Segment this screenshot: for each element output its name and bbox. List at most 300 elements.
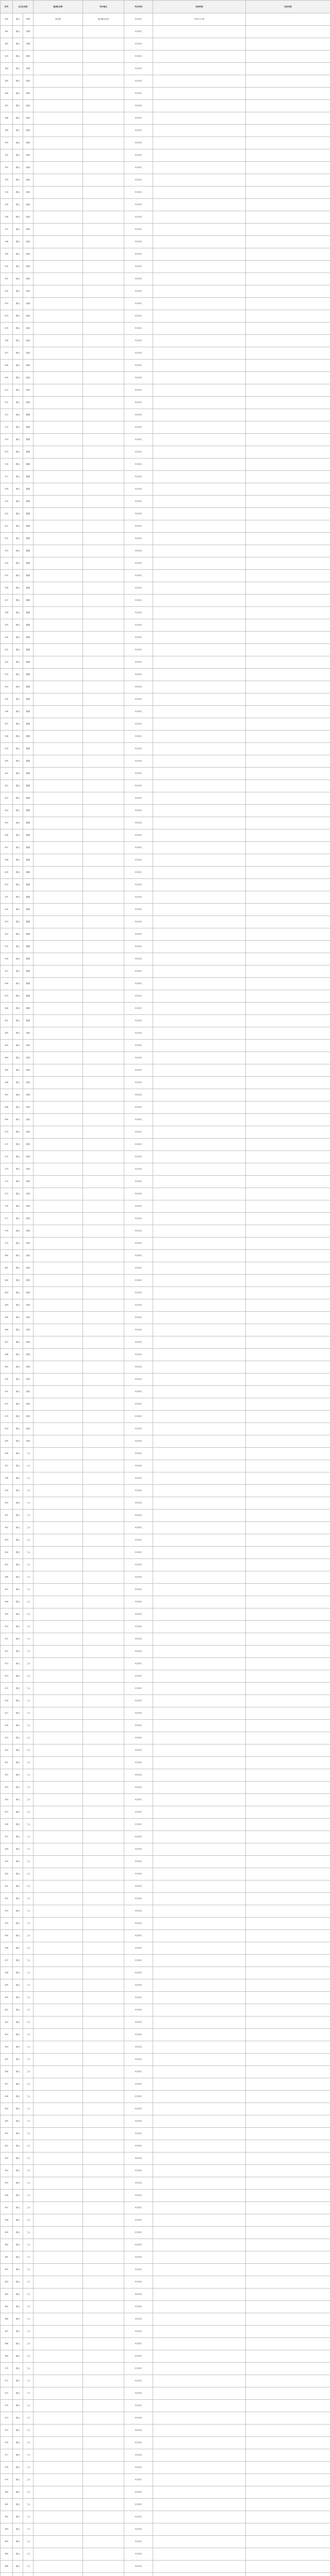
row-district: 顺德 <box>23 817 34 829</box>
row-date: 5月20日 <box>124 2251 153 2264</box>
row-activity <box>246 1411 330 1423</box>
row-district: 顺德 <box>23 928 34 941</box>
row-town <box>34 38 83 50</box>
row-time <box>153 681 246 693</box>
row-district: 三水 <box>23 1460 34 1472</box>
table-row <box>1 1905 330 1918</box>
row-activity <box>246 1608 330 1621</box>
row-district: 南海 <box>23 347 34 360</box>
row-venue <box>83 360 124 372</box>
row-date: 5月20日 <box>124 187 153 199</box>
row-city: 佛山 <box>13 1744 23 1757</box>
row-venue <box>83 891 124 904</box>
row-city: 佛山 <box>13 310 23 323</box>
row-date: 5月20日 <box>124 88 153 100</box>
row-district: 顺德 <box>23 953 34 965</box>
row-date: 5月20日 <box>124 2462 153 2474</box>
row-date: 5月20日 <box>124 2437 153 2449</box>
row-district: 高明 <box>23 1077 34 1089</box>
row-date: 5月20日 <box>124 1695 153 1707</box>
row-date: 5月20日 <box>124 681 153 693</box>
row-index: 246 <box>1 829 13 842</box>
row-town <box>34 570 83 582</box>
table-row <box>1 1250 330 1262</box>
row-venue <box>83 1176 124 1188</box>
row-time <box>153 755 246 768</box>
row-time <box>153 928 246 941</box>
row-district: 禅城 <box>23 63 34 75</box>
row-city: 佛山 <box>13 2449 23 2462</box>
row-venue <box>83 2425 124 2437</box>
row-town <box>34 471 83 483</box>
row-town <box>34 520 83 533</box>
row-city: 佛山 <box>13 2301 23 2313</box>
row-town <box>34 1064 83 1077</box>
row-index: 384 <box>1 2536 13 2548</box>
row-time <box>153 644 246 656</box>
row-venue <box>83 595 124 607</box>
row-index: 266 <box>1 1077 13 1089</box>
row-index: 263 <box>1 1040 13 1052</box>
row-activity <box>246 632 330 644</box>
row-venue <box>83 1534 124 1547</box>
row-index: 305 <box>1 1559 13 1571</box>
table-row <box>1 1930 330 1942</box>
row-time <box>153 990 246 1003</box>
table-row <box>1 1460 330 1472</box>
row-district: 顺德 <box>23 867 34 879</box>
row-index: 192 <box>1 162 13 174</box>
table-row <box>1 1534 330 1547</box>
row-index: 300 <box>1 1497 13 1510</box>
row-time <box>153 904 246 916</box>
row-district: 三水 <box>23 1658 34 1670</box>
row-activity <box>246 978 330 990</box>
row-district: 三水 <box>23 2511 34 2523</box>
table-row <box>1 1398 330 1411</box>
row-city: 佛山 <box>13 941 23 953</box>
row-index: 184 <box>1 63 13 75</box>
row-city: 佛山 <box>13 916 23 928</box>
row-city: 佛山 <box>13 434 23 446</box>
table-row <box>1 2573 330 2576</box>
row-city: 佛山 <box>13 1732 23 1744</box>
row-date: 5月20日 <box>124 1003 153 1015</box>
row-city: 佛山 <box>13 928 23 941</box>
row-date: 5月20日 <box>124 384 153 397</box>
row-district: 高明 <box>23 1336 34 1349</box>
row-venue <box>83 1942 124 1955</box>
row-town <box>34 1769 83 1782</box>
row-town <box>34 879 83 891</box>
row-venue <box>83 496 124 508</box>
row-district: 三水 <box>23 1806 34 1819</box>
row-city: 佛山 <box>13 644 23 656</box>
table-row <box>1 1621 330 1633</box>
row-city: 佛山 <box>13 1064 23 1077</box>
row-activity <box>246 421 330 434</box>
row-time <box>153 1411 246 1423</box>
row-activity <box>246 508 330 520</box>
row-date: 5月20日 <box>124 2375 153 2387</box>
row-district: 高明 <box>23 1176 34 1188</box>
row-index: 209 <box>1 372 13 384</box>
row-index: 248 <box>1 854 13 867</box>
row-town <box>34 1646 83 1658</box>
row-date: 5月20日 <box>124 1806 153 1819</box>
row-district: 三水 <box>23 2103 34 2115</box>
row-date: 5月20日 <box>124 1559 153 1571</box>
row-venue <box>83 1114 124 1126</box>
row-district: 南海 <box>23 298 34 310</box>
row-activity <box>246 1398 330 1411</box>
row-time <box>153 2227 246 2239</box>
row-city: 佛山 <box>13 1460 23 1472</box>
row-time <box>153 1386 246 1398</box>
row-city: 佛山 <box>13 1918 23 1930</box>
row-city: 佛山 <box>13 409 23 421</box>
row-district: 南海 <box>23 248 34 261</box>
row-venue <box>83 2363 124 2375</box>
row-activity <box>246 397 330 409</box>
row-time <box>153 1460 246 1472</box>
row-city: 佛山 <box>13 1547 23 1559</box>
row-index: 375 <box>1 2425 13 2437</box>
row-town <box>34 459 83 471</box>
row-date: 5月20日 <box>124 792 153 805</box>
row-date: 5月20日 <box>124 2091 153 2103</box>
row-district: 三水 <box>23 2214 34 2227</box>
row-activity <box>246 1472 330 1485</box>
row-town <box>34 1077 83 1089</box>
row-district: 高明 <box>23 1324 34 1336</box>
row-date: 5月20日 <box>124 1534 153 1547</box>
row-district: 顺德 <box>23 941 34 953</box>
row-date: 5月20日 <box>124 2499 153 2511</box>
table-row <box>1 1336 330 1349</box>
row-city: 佛山 <box>13 1485 23 1497</box>
table-row <box>1 2214 330 2227</box>
row-venue <box>83 211 124 224</box>
row-index: 286 <box>1 1324 13 1336</box>
row-date: 5月20日 <box>124 1015 153 1027</box>
row-district: 三水 <box>23 1510 34 1522</box>
row-date: 5月20日 <box>124 1547 153 1559</box>
row-time <box>153 88 246 100</box>
row-city: 佛山 <box>13 1497 23 1510</box>
row-activity <box>246 2548 330 2561</box>
row-district <box>23 2573 34 2576</box>
row-date: 5月20日 <box>124 2548 153 2561</box>
row-city: 佛山 <box>13 2425 23 2437</box>
row-date: 5月20日 <box>124 2289 153 2301</box>
row-date: 5月20日 <box>124 1435 153 1448</box>
row-town <box>34 2004 83 2016</box>
row-index: 185 <box>1 75 13 88</box>
row-date: 5月20日 <box>124 26 153 38</box>
row-activity <box>246 2375 330 2387</box>
row-district: 高明 <box>23 1275 34 1287</box>
row-time <box>153 112 246 125</box>
row-venue <box>83 2289 124 2301</box>
row-index: 182 <box>1 38 13 50</box>
row-town <box>34 2425 83 2437</box>
row-town <box>34 1114 83 1126</box>
row-activity <box>246 1238 330 1250</box>
row-town <box>34 805 83 817</box>
row-district: 三水 <box>23 1571 34 1584</box>
row-venue <box>83 2264 124 2276</box>
row-activity <box>246 360 330 372</box>
row-town <box>34 2214 83 2227</box>
row-venue <box>83 421 124 434</box>
row-venue <box>83 2190 124 2202</box>
row-venue <box>83 310 124 323</box>
row-town <box>34 1621 83 1633</box>
row-time <box>153 2425 246 2437</box>
row-time <box>153 2412 246 2425</box>
row-index: 206 <box>1 335 13 347</box>
row-district: 顺德 <box>23 545 34 557</box>
row-date: 5月20日 <box>124 891 153 904</box>
table-row <box>1 928 330 941</box>
row-city: 佛山 <box>13 2561 23 2573</box>
row-index: 358 <box>1 2214 13 2227</box>
row-date: 5月20日 <box>124 1497 153 1510</box>
row-town <box>34 1349 83 1361</box>
row-town <box>34 656 83 669</box>
row-venue <box>83 1040 124 1052</box>
row-date: 5月20日 <box>124 842 153 854</box>
row-venue <box>83 2326 124 2338</box>
row-district: 顺德 <box>23 459 34 471</box>
table-row <box>1 1151 330 1163</box>
row-index: 383 <box>1 2523 13 2536</box>
row-city: 佛山 <box>13 755 23 768</box>
table-row <box>1 2499 330 2511</box>
row-time <box>153 1126 246 1139</box>
row-index: 355 <box>1 2177 13 2190</box>
row-activity <box>246 1633 330 1646</box>
row-activity <box>246 1287 330 1299</box>
row-city: 佛山 <box>13 1027 23 1040</box>
row-district: 南海 <box>23 187 34 199</box>
row-venue <box>83 2029 124 2041</box>
row-city: 佛山 <box>13 1596 23 1608</box>
row-time <box>153 1250 246 1262</box>
row-town <box>34 1559 83 1571</box>
row-district: 三水 <box>23 2190 34 2202</box>
row-activity <box>246 1880 330 1893</box>
row-index: 293 <box>1 1411 13 1423</box>
row-venue <box>83 1918 124 1930</box>
row-date: 5月20日 <box>124 1275 153 1287</box>
row-city: 佛山 <box>13 1200 23 1213</box>
row-venue <box>83 335 124 347</box>
row-index: 200 <box>1 261 13 273</box>
row-time <box>153 570 246 582</box>
table-row <box>1 2190 330 2202</box>
row-date: 5月20日 <box>124 2016 153 2029</box>
row-date: 5月20日 <box>124 1658 153 1670</box>
row-city: 佛山 <box>13 335 23 347</box>
row-date: 5月20日 <box>124 768 153 780</box>
table-row <box>1 2103 330 2115</box>
row-town <box>34 2029 83 2041</box>
row-activity <box>246 162 330 174</box>
row-activity <box>246 1967 330 1979</box>
row-town <box>34 2190 83 2202</box>
row-index: 339 <box>1 1979 13 1992</box>
row-city: 佛山 <box>13 63 23 75</box>
row-district: 三水 <box>23 1979 34 1992</box>
row-date: 5月20日 <box>124 1299 153 1312</box>
row-index: 233 <box>1 669 13 681</box>
row-activity <box>246 2041 330 2054</box>
row-district: 三水 <box>23 2016 34 2029</box>
row-date: 5月20日 <box>124 780 153 792</box>
row-time <box>153 1658 246 1670</box>
row-town <box>34 1435 83 1448</box>
row-activity <box>246 1361 330 1374</box>
row-time <box>153 805 246 817</box>
row-city: 佛山 <box>13 2016 23 2029</box>
row-city: 佛山 <box>13 1571 23 1584</box>
row-venue <box>83 1868 124 1880</box>
row-time <box>153 1646 246 1658</box>
row-town <box>34 75 83 88</box>
row-date: 5月20日 <box>124 75 153 88</box>
table-row <box>1 1695 330 1707</box>
table-row <box>1 1361 330 1374</box>
row-time <box>153 1695 246 1707</box>
row-index: 325 <box>1 1806 13 1819</box>
row-venue <box>83 2115 124 2128</box>
table-row <box>1 2425 330 2437</box>
row-district: 高明 <box>23 1101 34 1114</box>
table-row <box>1 669 330 681</box>
row-district: 三水 <box>23 1534 34 1547</box>
row-district: 三水 <box>23 1497 34 1510</box>
row-date: 5月20日 <box>124 2326 153 2338</box>
row-time <box>153 867 246 879</box>
row-time <box>153 1584 246 1596</box>
row-index: 323 <box>1 1782 13 1794</box>
row-district: 三水 <box>23 1955 34 1967</box>
row-activity <box>246 1510 330 1522</box>
row-index: 381 <box>1 2499 13 2511</box>
table-row <box>1 1843 330 1856</box>
row-district: 南海 <box>23 125 34 137</box>
row-city: 佛山 <box>13 1250 23 1262</box>
row-activity <box>246 1683 330 1695</box>
row-city: 佛山 <box>13 1139 23 1151</box>
row-venue <box>83 1448 124 1460</box>
row-date: 5月20日 <box>124 693 153 706</box>
row-town <box>34 2301 83 2313</box>
row-date: 5月20日 <box>124 2338 153 2350</box>
row-time <box>153 891 246 904</box>
row-town <box>34 1955 83 1967</box>
row-index: 193 <box>1 174 13 187</box>
row-city: 佛山 <box>13 1077 23 1089</box>
row-district: 顺德 <box>23 557 34 570</box>
row-time <box>153 1176 246 1188</box>
row-index: 362 <box>1 2264 13 2276</box>
row-district: 三水 <box>23 2338 34 2350</box>
row-city: 佛山 <box>13 2474 23 2486</box>
row-time <box>153 63 246 75</box>
row-venue <box>83 298 124 310</box>
row-city: 佛山 <box>13 2289 23 2301</box>
table-row <box>1 1275 330 1287</box>
row-district: 顺德 <box>23 632 34 644</box>
row-district: 高明 <box>23 1411 34 1423</box>
table-row <box>1 2251 330 2264</box>
row-date: 5月20日 <box>124 1596 153 1608</box>
row-district: 三水 <box>23 1893 34 1905</box>
row-city: 佛山 <box>13 1312 23 1324</box>
row-city: 佛山 <box>13 1287 23 1299</box>
row-city: 佛山 <box>13 285 23 298</box>
row-activity <box>246 1299 330 1312</box>
table-row <box>1 2313 330 2326</box>
row-district: 南海 <box>23 199 34 211</box>
table-row <box>1 755 330 768</box>
row-district: 三水 <box>23 1683 34 1695</box>
row-date: 5月20日 <box>124 1163 153 1176</box>
row-date: 5月20日 <box>124 1349 153 1361</box>
row-venue <box>83 644 124 656</box>
row-index: 212 <box>1 409 13 421</box>
row-activity <box>246 2387 330 2400</box>
row-time <box>153 1200 246 1213</box>
row-activity <box>246 1386 330 1398</box>
row-district: 顺德 <box>23 656 34 669</box>
row-date: 5月20日 <box>124 112 153 125</box>
row-activity <box>246 1720 330 1732</box>
row-district: 顺德 <box>23 743 34 755</box>
row-activity <box>246 285 330 298</box>
row-index: 369 <box>1 2350 13 2363</box>
row-index: 249 <box>1 867 13 879</box>
row-time <box>153 1534 246 1547</box>
row-venue <box>83 471 124 483</box>
row-city: 佛山 <box>13 88 23 100</box>
table-row <box>1 2462 330 2474</box>
table-row <box>1 446 330 459</box>
row-district: 三水 <box>23 1744 34 1757</box>
row-venue <box>83 63 124 75</box>
table-row <box>1 2474 330 2486</box>
row-venue <box>83 780 124 792</box>
row-index: 349 <box>1 2103 13 2115</box>
row-town <box>34 2251 83 2264</box>
row-date: 5月20日 <box>124 1287 153 1299</box>
row-time <box>153 2066 246 2078</box>
row-index: 237 <box>1 718 13 731</box>
row-activity <box>246 1992 330 2004</box>
table-row <box>1 1262 330 1275</box>
row-venue <box>83 2202 124 2214</box>
row-venue <box>83 1510 124 1522</box>
row-activity <box>246 2239 330 2251</box>
row-town <box>34 2412 83 2425</box>
row-town <box>34 2054 83 2066</box>
row-venue <box>83 1732 124 1744</box>
table-row <box>1 2153 330 2165</box>
row-district: 高明 <box>23 1374 34 1386</box>
